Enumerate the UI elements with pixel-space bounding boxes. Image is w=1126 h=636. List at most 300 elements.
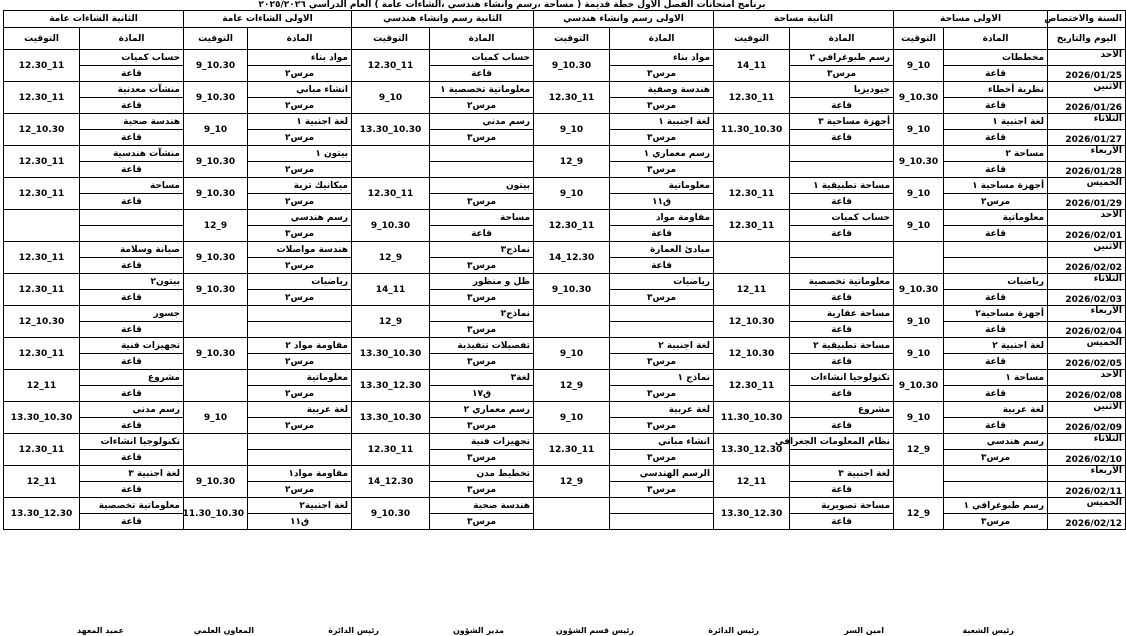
subject-cell: مخططات	[944, 50, 1048, 66]
time-cell: 12.30_13.30	[714, 498, 790, 530]
subject-cell: مساحة تطبيقية ١	[790, 178, 894, 194]
time-cell: 11_12.30	[4, 242, 80, 274]
time-cell: 12.30_14	[352, 466, 430, 498]
hall-cell: مرس٣	[430, 354, 534, 370]
subject-cell: منشآت معدنية	[80, 82, 184, 98]
table-row	[4, 338, 1126, 354]
hall-cell	[944, 258, 1048, 274]
hall-cell: قاعة	[944, 386, 1048, 402]
subject-cell: مساحة عقارية	[790, 306, 894, 322]
time-cell: 10_9	[894, 114, 944, 146]
hall-cell: مرس٢	[248, 386, 352, 402]
footer-label: رئيس الدائرة	[708, 626, 759, 635]
subject-cell: بيتون	[430, 178, 534, 194]
subject-cell: رسم طبوغرافي ٢	[790, 50, 894, 66]
time-cell: 9_12	[534, 370, 610, 402]
table-row	[4, 242, 1126, 258]
subject-cell: لغة اجنبية ١	[944, 114, 1048, 130]
subject-cell: مبادئ العمارة	[610, 242, 714, 258]
hall-cell: قاعة	[944, 418, 1048, 434]
subject-cell: صيانة وسلامة	[80, 242, 184, 258]
subject-cell: جسور	[80, 306, 184, 322]
hall-cell: قاعة	[80, 322, 184, 338]
time-cell: 12.30_13.30	[352, 370, 430, 402]
time-cell	[4, 210, 80, 242]
hall-cell: مرس٣	[610, 418, 714, 434]
hall-cell: مرس٢	[248, 418, 352, 434]
hall-cell: مرس٢	[944, 194, 1048, 210]
hall-cell: قاعة	[944, 226, 1048, 242]
table-row	[4, 434, 1126, 450]
time-cell: 9_12	[534, 146, 610, 178]
day-name: الاثنين	[1048, 242, 1126, 258]
hall-cell: قاعة	[80, 386, 184, 402]
day-name: الخميس	[1048, 498, 1126, 514]
header-row-sub	[4, 28, 1126, 50]
time-cell	[894, 242, 944, 274]
time-cell: 10_9	[534, 178, 610, 210]
time-cell: 10.30_9	[184, 146, 248, 178]
table-row	[4, 466, 1126, 482]
subject-cell: أجهزة مساحية٢	[944, 306, 1048, 322]
time-cell: 10.30_9	[534, 274, 610, 306]
hall-cell: قاعة	[790, 386, 894, 402]
subject-cell: انشاء مباني	[610, 434, 714, 450]
subject-cell	[430, 146, 534, 162]
hall-cell: قاعة	[790, 418, 894, 434]
footer-label: المعاون العلمي	[193, 626, 254, 635]
hall-cell: مرس٣	[610, 130, 714, 146]
time-cell: 12.30_13.30	[714, 434, 790, 466]
time-cell	[184, 434, 248, 466]
subject-cell: مقاومة مواد ٢	[248, 338, 352, 354]
subject-cell: معلوماتية	[610, 178, 714, 194]
day-name: الأربعاء	[1048, 306, 1126, 322]
subject-cell: لغة عربية	[610, 402, 714, 418]
time-cell: 10.30_9	[352, 498, 430, 530]
subject-cell: نظام المعلومات الجغرافي	[790, 434, 894, 450]
subject-cell: رسم مدني	[80, 402, 184, 418]
hall-cell: قاعة	[790, 290, 894, 306]
hall-cell: مرس٣	[430, 514, 534, 530]
time-cell: 11_12.30	[714, 370, 790, 402]
hall-cell: مرس٣	[610, 162, 714, 178]
hall-cell	[790, 258, 894, 274]
time-cell	[184, 370, 248, 402]
subject-cell: هندسة صحية	[430, 498, 534, 514]
day-name: الاحد	[1048, 210, 1126, 226]
group-header: الثانية رسم وانشاء هندسي	[352, 11, 534, 28]
hall-cell: قاعة	[944, 290, 1048, 306]
footer-label: رئيس الشعبة	[962, 626, 1014, 635]
hall-cell: قاعة	[790, 130, 894, 146]
day-name: الاثنين	[1048, 402, 1126, 418]
subject-cell: مساحة	[430, 210, 534, 226]
hall-cell: ق١١	[610, 194, 714, 210]
time-cell: 10_9	[894, 306, 944, 338]
subject-cell: لغة اجنبية ١	[248, 114, 352, 130]
header-row-groups	[4, 11, 1126, 28]
hall-cell: مرس٣	[944, 514, 1048, 530]
subject-cell	[790, 242, 894, 258]
hall-cell: قاعة	[610, 226, 714, 242]
table-row	[4, 178, 1126, 194]
time-cell: 9_12	[894, 498, 944, 530]
time-cell: 10.30_13.30	[352, 114, 430, 146]
exam-date: 2026/02/02	[1048, 258, 1126, 274]
time-cell: 11_12.30	[352, 50, 430, 82]
subject-cell	[944, 242, 1048, 258]
time-cell: 11_12.30	[714, 82, 790, 114]
hall-cell: قاعة	[80, 66, 184, 82]
time-cell: 11_12.30	[534, 210, 610, 242]
hall-cell: مرس٣	[610, 98, 714, 114]
time-cell: 9_12	[894, 434, 944, 466]
subject-cell: مشروع	[790, 402, 894, 418]
subject-cell	[944, 466, 1048, 482]
exam-date: 2026/02/04	[1048, 322, 1126, 338]
time-cell: 10.30_13.30	[352, 402, 430, 434]
hall-cell: مرس٢	[248, 98, 352, 114]
subject-cell: معلوماتية تخصصية	[80, 498, 184, 514]
time-cell: 10.30_12	[714, 306, 790, 338]
hall-cell: مرس٣	[610, 66, 714, 82]
subject-cell: ميكانيك تربة	[248, 178, 352, 194]
time-cell: 10_9	[184, 402, 248, 434]
group-header: الثانية مساحة	[714, 11, 894, 28]
time-cell: 10.30_11.30	[714, 402, 790, 434]
page-title: برنامج امتحانات الفصل الأول خطة قديمة ( مساحة ،رسم وانشاء هندسي ،الشاءات عامة ) العام الدراسي ٢٠٢٥/٢٠٢٦	[258, 0, 766, 10]
hall-cell: قاعة	[610, 258, 714, 274]
hall-cell: قاعة	[80, 130, 184, 146]
subject-header: المادة	[790, 28, 894, 50]
hall-cell: مرس٢	[430, 98, 534, 114]
time-cell: 11_14	[352, 274, 430, 306]
hall-cell: مرس٣	[430, 258, 534, 274]
hall-cell: قاعة	[80, 162, 184, 178]
time-cell: 10_9	[894, 338, 944, 370]
time-cell: 10_9	[894, 50, 944, 82]
time-cell: 11_12.30	[534, 434, 610, 466]
hall-cell: قاعة	[80, 258, 184, 274]
time-cell: 11_12.30	[4, 82, 80, 114]
day-name: الثلاثاء	[1048, 274, 1126, 290]
hall-cell: قاعة	[430, 66, 534, 82]
hall-cell: قاعة	[80, 514, 184, 530]
time-cell: 10_9	[534, 402, 610, 434]
day-name: الثلاثاء	[1048, 434, 1126, 450]
hall-cell: مرس٢	[248, 130, 352, 146]
subject-cell: لغة عربية	[944, 402, 1048, 418]
hall-cell: ق١١	[248, 514, 352, 530]
subject-cell: معلوماتية تخصصية ١	[430, 82, 534, 98]
time-cell: 10.30_9	[184, 466, 248, 498]
time-header: التوقيت	[352, 28, 430, 50]
group-header: الاولى الشاءات عامة	[184, 11, 352, 28]
time-cell: 10.30_9	[184, 242, 248, 274]
subject-cell: نظرية أخطاء	[944, 82, 1048, 98]
time-cell	[714, 146, 790, 178]
exam-date: 2026/02/12	[1048, 514, 1126, 530]
hall-cell: قاعة	[80, 418, 184, 434]
time-cell: 11_12.30	[4, 274, 80, 306]
hall-cell: مرس٣	[430, 290, 534, 306]
footer-label: رئيس الدائرة	[328, 626, 379, 635]
subject-cell: تجهيزات فنية	[430, 434, 534, 450]
exam-date: 2026/02/11	[1048, 482, 1126, 498]
hall-cell: مرس٣	[430, 418, 534, 434]
subject-cell: تخطيط مدن	[430, 466, 534, 482]
time-cell: 11_12.30	[352, 178, 430, 210]
hall-cell: مرس٢	[248, 194, 352, 210]
time-cell	[534, 306, 610, 338]
table-row	[4, 210, 1126, 226]
time-cell: 11_12.30	[4, 50, 80, 82]
time-cell: 11_12.30	[534, 82, 610, 114]
subject-cell: مواد بناء	[610, 50, 714, 66]
hall-cell: مرس٣	[610, 450, 714, 466]
hall-cell: مرس٣	[430, 130, 534, 146]
subject-cell: لغة اجنبية ٣	[790, 466, 894, 482]
footer-label: مدير الشؤون	[452, 626, 504, 635]
time-cell: 9_12	[184, 210, 248, 242]
hall-cell: مرس٣	[944, 450, 1048, 466]
hall-cell: قاعة	[790, 226, 894, 242]
hall-cell	[944, 482, 1048, 498]
time-cell: 10_9	[894, 402, 944, 434]
subject-cell: رسم هندسي	[944, 434, 1048, 450]
table-row	[4, 498, 1126, 514]
subject-cell: رياضيات	[944, 274, 1048, 290]
subject-cell	[610, 306, 714, 322]
subject-cell: لغة اجنبية ٣	[80, 466, 184, 482]
time-cell: 9_12	[534, 466, 610, 498]
time-cell: 11_12.30	[4, 146, 80, 178]
hall-cell: ق١٧	[430, 386, 534, 402]
time-cell: 10.30_11.30	[714, 114, 790, 146]
subject-cell: مقاومة مواد١	[248, 466, 352, 482]
table-row	[4, 82, 1126, 98]
subject-cell: رياضيات	[248, 274, 352, 290]
time-cell	[894, 466, 944, 498]
exam-date: 2026/02/05	[1048, 354, 1126, 370]
table-row	[4, 402, 1126, 418]
exam-schedule-table	[3, 10, 1126, 530]
exam-date: 2026/01/25	[1048, 66, 1126, 82]
subject-cell: هندسة وصفية	[610, 82, 714, 98]
hall-cell	[248, 450, 352, 466]
subject-cell: لغة٣	[430, 370, 534, 386]
subject-cell: بيتون ١	[248, 146, 352, 162]
subject-cell: أجهزة مساحية ٣	[790, 114, 894, 130]
time-cell: 9_12	[352, 306, 430, 338]
hall-cell: مرس٣	[610, 386, 714, 402]
subject-header: المادة	[248, 28, 352, 50]
time-header: التوقيت	[184, 28, 248, 50]
time-cell: 9_12	[352, 242, 430, 274]
time-cell: 12.30_13.30	[4, 498, 80, 530]
time-cell	[352, 146, 430, 178]
hall-cell: قاعة	[944, 322, 1048, 338]
subject-cell: مساحة ٢	[944, 146, 1048, 162]
exam-date: 2026/02/10	[1048, 450, 1126, 466]
time-cell: 11_12.30	[352, 434, 430, 466]
hall-cell: قاعة	[944, 130, 1048, 146]
subject-cell: رسم مدني	[430, 114, 534, 130]
exam-date: 2026/02/03	[1048, 290, 1126, 306]
hall-cell: مرس٢	[248, 290, 352, 306]
day-name: الخميس	[1048, 178, 1126, 194]
exam-date: 2026/01/28	[1048, 162, 1126, 178]
time-cell: 10.30_12	[4, 306, 80, 338]
hall-cell	[430, 162, 534, 178]
time-cell: 10.30_9	[894, 370, 944, 402]
group-header: الثانية الشاءات عامة	[4, 11, 184, 28]
exam-date: 2026/01/29	[1048, 194, 1126, 210]
subject-cell: ظل و منظور	[430, 274, 534, 290]
time-cell: 10.30_12	[4, 114, 80, 146]
time-cell	[534, 498, 610, 530]
time-cell: 10.30_13.30	[352, 338, 430, 370]
time-cell: 11_12.30	[4, 434, 80, 466]
subject-cell: معلوماتية	[248, 370, 352, 386]
time-cell: 10.30_9	[184, 50, 248, 82]
time-cell: 10_9	[352, 82, 430, 114]
exam-date: 2026/01/27	[1048, 130, 1126, 146]
subject-cell: تكنولوجيا انشاءات	[790, 370, 894, 386]
subject-cell: رسم هندسي	[248, 210, 352, 226]
hall-cell: مرس٢	[248, 66, 352, 82]
subject-cell: رسم معماري ٢	[430, 402, 534, 418]
subject-cell: نماذج ١	[610, 370, 714, 386]
subject-cell: معلوماتية	[944, 210, 1048, 226]
day-name: الاحد	[1048, 370, 1126, 386]
subject-cell: رسم طبوغرافي ١	[944, 498, 1048, 514]
time-cell: 10.30_9	[352, 210, 430, 242]
hall-cell: مرس٣	[610, 290, 714, 306]
subject-cell: حساب كميات	[430, 50, 534, 66]
hall-cell	[80, 226, 184, 242]
subject-cell	[248, 434, 352, 450]
time-cell: 12.30_14	[534, 242, 610, 274]
subject-cell	[790, 146, 894, 162]
hall-cell: قاعة	[80, 98, 184, 114]
hall-cell: قاعة	[790, 514, 894, 530]
time-cell: 10.30_9	[184, 274, 248, 306]
subject-cell: حساب كميات	[80, 50, 184, 66]
footer-label: امين السر	[844, 626, 884, 635]
exam-date: 2026/02/01	[1048, 226, 1126, 242]
subject-cell: هندسة صحية	[80, 114, 184, 130]
hall-cell: قاعة	[80, 450, 184, 466]
day-name: الاحد	[1048, 50, 1126, 66]
hall-cell: قاعة	[944, 162, 1048, 178]
time-header: التوقيت	[894, 28, 944, 50]
hall-cell: قاعة	[430, 226, 534, 242]
time-cell	[184, 306, 248, 338]
table-row	[4, 114, 1126, 130]
time-cell: 10.30_12	[714, 338, 790, 370]
table-row	[4, 306, 1126, 322]
time-cell: 11_12	[714, 274, 790, 306]
hall-cell: مرس٣	[430, 194, 534, 210]
subject-cell: بيتون٢	[80, 274, 184, 290]
hall-cell: مرس٣	[610, 482, 714, 498]
header-first-col: السنة والاختصاص	[1048, 11, 1126, 28]
time-cell	[714, 242, 790, 274]
hall-cell: مرس٣	[430, 450, 534, 466]
subject-cell: مواد بناء	[248, 50, 352, 66]
hall-cell: مرس٣	[430, 322, 534, 338]
subject-cell: مساحة ١	[944, 370, 1048, 386]
day-name: الثلاثاء	[1048, 114, 1126, 130]
hall-cell	[610, 514, 714, 530]
table-row	[4, 146, 1126, 162]
hall-cell: مرس٢	[248, 258, 352, 274]
hall-cell: قاعة	[80, 354, 184, 370]
time-cell: 11_12	[4, 370, 80, 402]
subject-cell: تجهيزات فنية	[80, 338, 184, 354]
time-cell: 11_14	[714, 50, 790, 82]
time-cell: 10_9	[534, 114, 610, 146]
time-header: التوقيت	[4, 28, 80, 50]
subject-cell: رياضيات	[610, 274, 714, 290]
time-cell: 11_12.30	[4, 178, 80, 210]
hall-cell: قاعة	[944, 354, 1048, 370]
signature-footer	[0, 626, 1024, 633]
time-header: التوقيت	[714, 28, 790, 50]
hall-cell: قاعة	[944, 66, 1048, 82]
table-row	[4, 370, 1126, 386]
subject-cell	[610, 498, 714, 514]
exam-date: 2026/02/08	[1048, 386, 1126, 402]
day-name: الأربعاء	[1048, 146, 1126, 162]
exam-date: 2026/02/09	[1048, 418, 1126, 434]
time-header: التوقيت	[534, 28, 610, 50]
day-name: الأربعاء	[1048, 466, 1126, 482]
hall-cell: مرس٣	[430, 482, 534, 498]
time-cell: 10.30_9	[184, 338, 248, 370]
hall-cell: مرس٢	[248, 482, 352, 498]
time-cell: 10_9	[534, 338, 610, 370]
footer-label: عميد المعهد	[76, 626, 124, 635]
subject-cell: مساحة تصويرية	[790, 498, 894, 514]
day-name: الخميس	[1048, 338, 1126, 354]
subject-cell: لغة عربية	[248, 402, 352, 418]
time-cell: 10.30_9	[184, 82, 248, 114]
subject-cell: تفصيلات تنفيذية	[430, 338, 534, 354]
subject-header: المادة	[80, 28, 184, 50]
time-cell: 11_12.30	[4, 338, 80, 370]
time-cell: 10.30_9	[894, 146, 944, 178]
header-first-col-sub: اليوم والتاريخ	[1048, 28, 1126, 50]
subject-cell: الرسم الهندسي	[610, 466, 714, 482]
time-cell: 10.30_13.30	[4, 402, 80, 434]
subject-cell: لغة اجنبية ١	[610, 114, 714, 130]
time-cell: 10.30_9	[534, 50, 610, 82]
subject-cell	[80, 210, 184, 226]
subject-cell: أجهزة مساحية ١	[944, 178, 1048, 194]
hall-cell: قاعة	[790, 354, 894, 370]
table-row	[4, 50, 1126, 66]
hall-cell: قاعة	[80, 290, 184, 306]
hall-cell: قاعة	[790, 98, 894, 114]
subject-cell: انشاء مباني	[248, 82, 352, 98]
subject-cell	[248, 306, 352, 322]
subject-header: المادة	[610, 28, 714, 50]
subject-cell: معلوماتية تخصصية	[790, 274, 894, 290]
time-cell: 10_9	[894, 210, 944, 242]
